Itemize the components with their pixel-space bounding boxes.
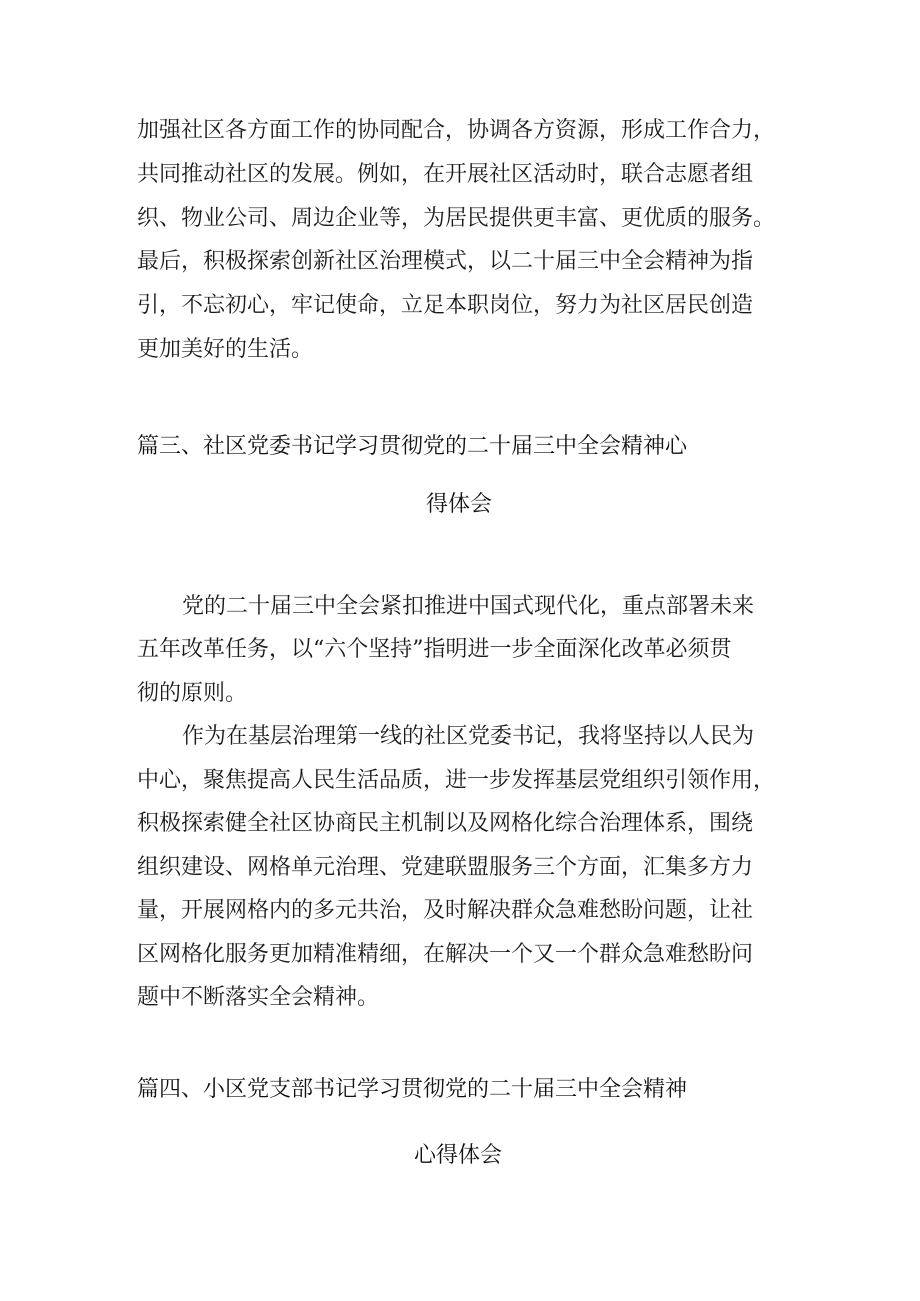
paragraph-line: 五年改革任务，以“六个坚持”指明进一步全面深化改革必须贯	[137, 637, 732, 662]
paragraph-line: 共同推动社区的发展。例如，在开展社区活动时，联合志愿者组	[137, 162, 754, 187]
section-title-continued: 心得体会	[414, 1143, 503, 1168]
paragraph-line: 题中不断落实全会精神。	[137, 985, 380, 1010]
section-title: 篇三、社区党委书记学习贯彻党的二十届三中全会精神心	[137, 434, 688, 459]
paragraph-line: 引，不忘初心，牢记使命，立足本职岗位，努力为社区居民创造	[137, 293, 754, 318]
paragraph-line: 区网格化服务更加精准精细，在解决一个又一个群众急难愁盼问	[137, 942, 754, 967]
paragraph-line: 更加美好的生活。	[137, 337, 314, 362]
paragraph-line: 积极探索健全社区协商民主机制以及网格化综合治理体系，围绕	[137, 811, 754, 836]
paragraph-line: 量，开展网格内的多元共治，及时解决群众急难愁盼问题，让社	[137, 898, 754, 923]
paragraph-line: 最后，积极探索创新社区治理模式，以二十届三中全会精神为指	[137, 249, 754, 274]
paragraph-line: 中心，聚焦提高人民生活品质，进一步发挥基层党组织引领作用，	[137, 768, 776, 793]
paragraph-line: 织、物业公司、周边企业等，为居民提供更丰富、更优质的服务。	[137, 206, 776, 231]
section-title: 篇四、小区党支部书记学习贯彻党的二十届三中全会精神	[137, 1077, 688, 1102]
paragraph-line: 加强社区各方面工作的协同配合，协调各方资源，形成工作合力，	[137, 118, 776, 143]
paragraph-line: 彻的原则。	[137, 681, 248, 706]
section-title-continued: 得体会	[426, 492, 493, 517]
paragraph-line: 作为在基层治理第一线的社区党委书记，我将坚持以人民为	[182, 724, 755, 749]
paragraph-line: 党的二十届三中全会紧扣推进中国式现代化，重点部署未来	[182, 594, 755, 619]
paragraph-line: 组织建设、网格单元治理、党建联盟服务三个方面，汇集多方力	[137, 855, 754, 880]
